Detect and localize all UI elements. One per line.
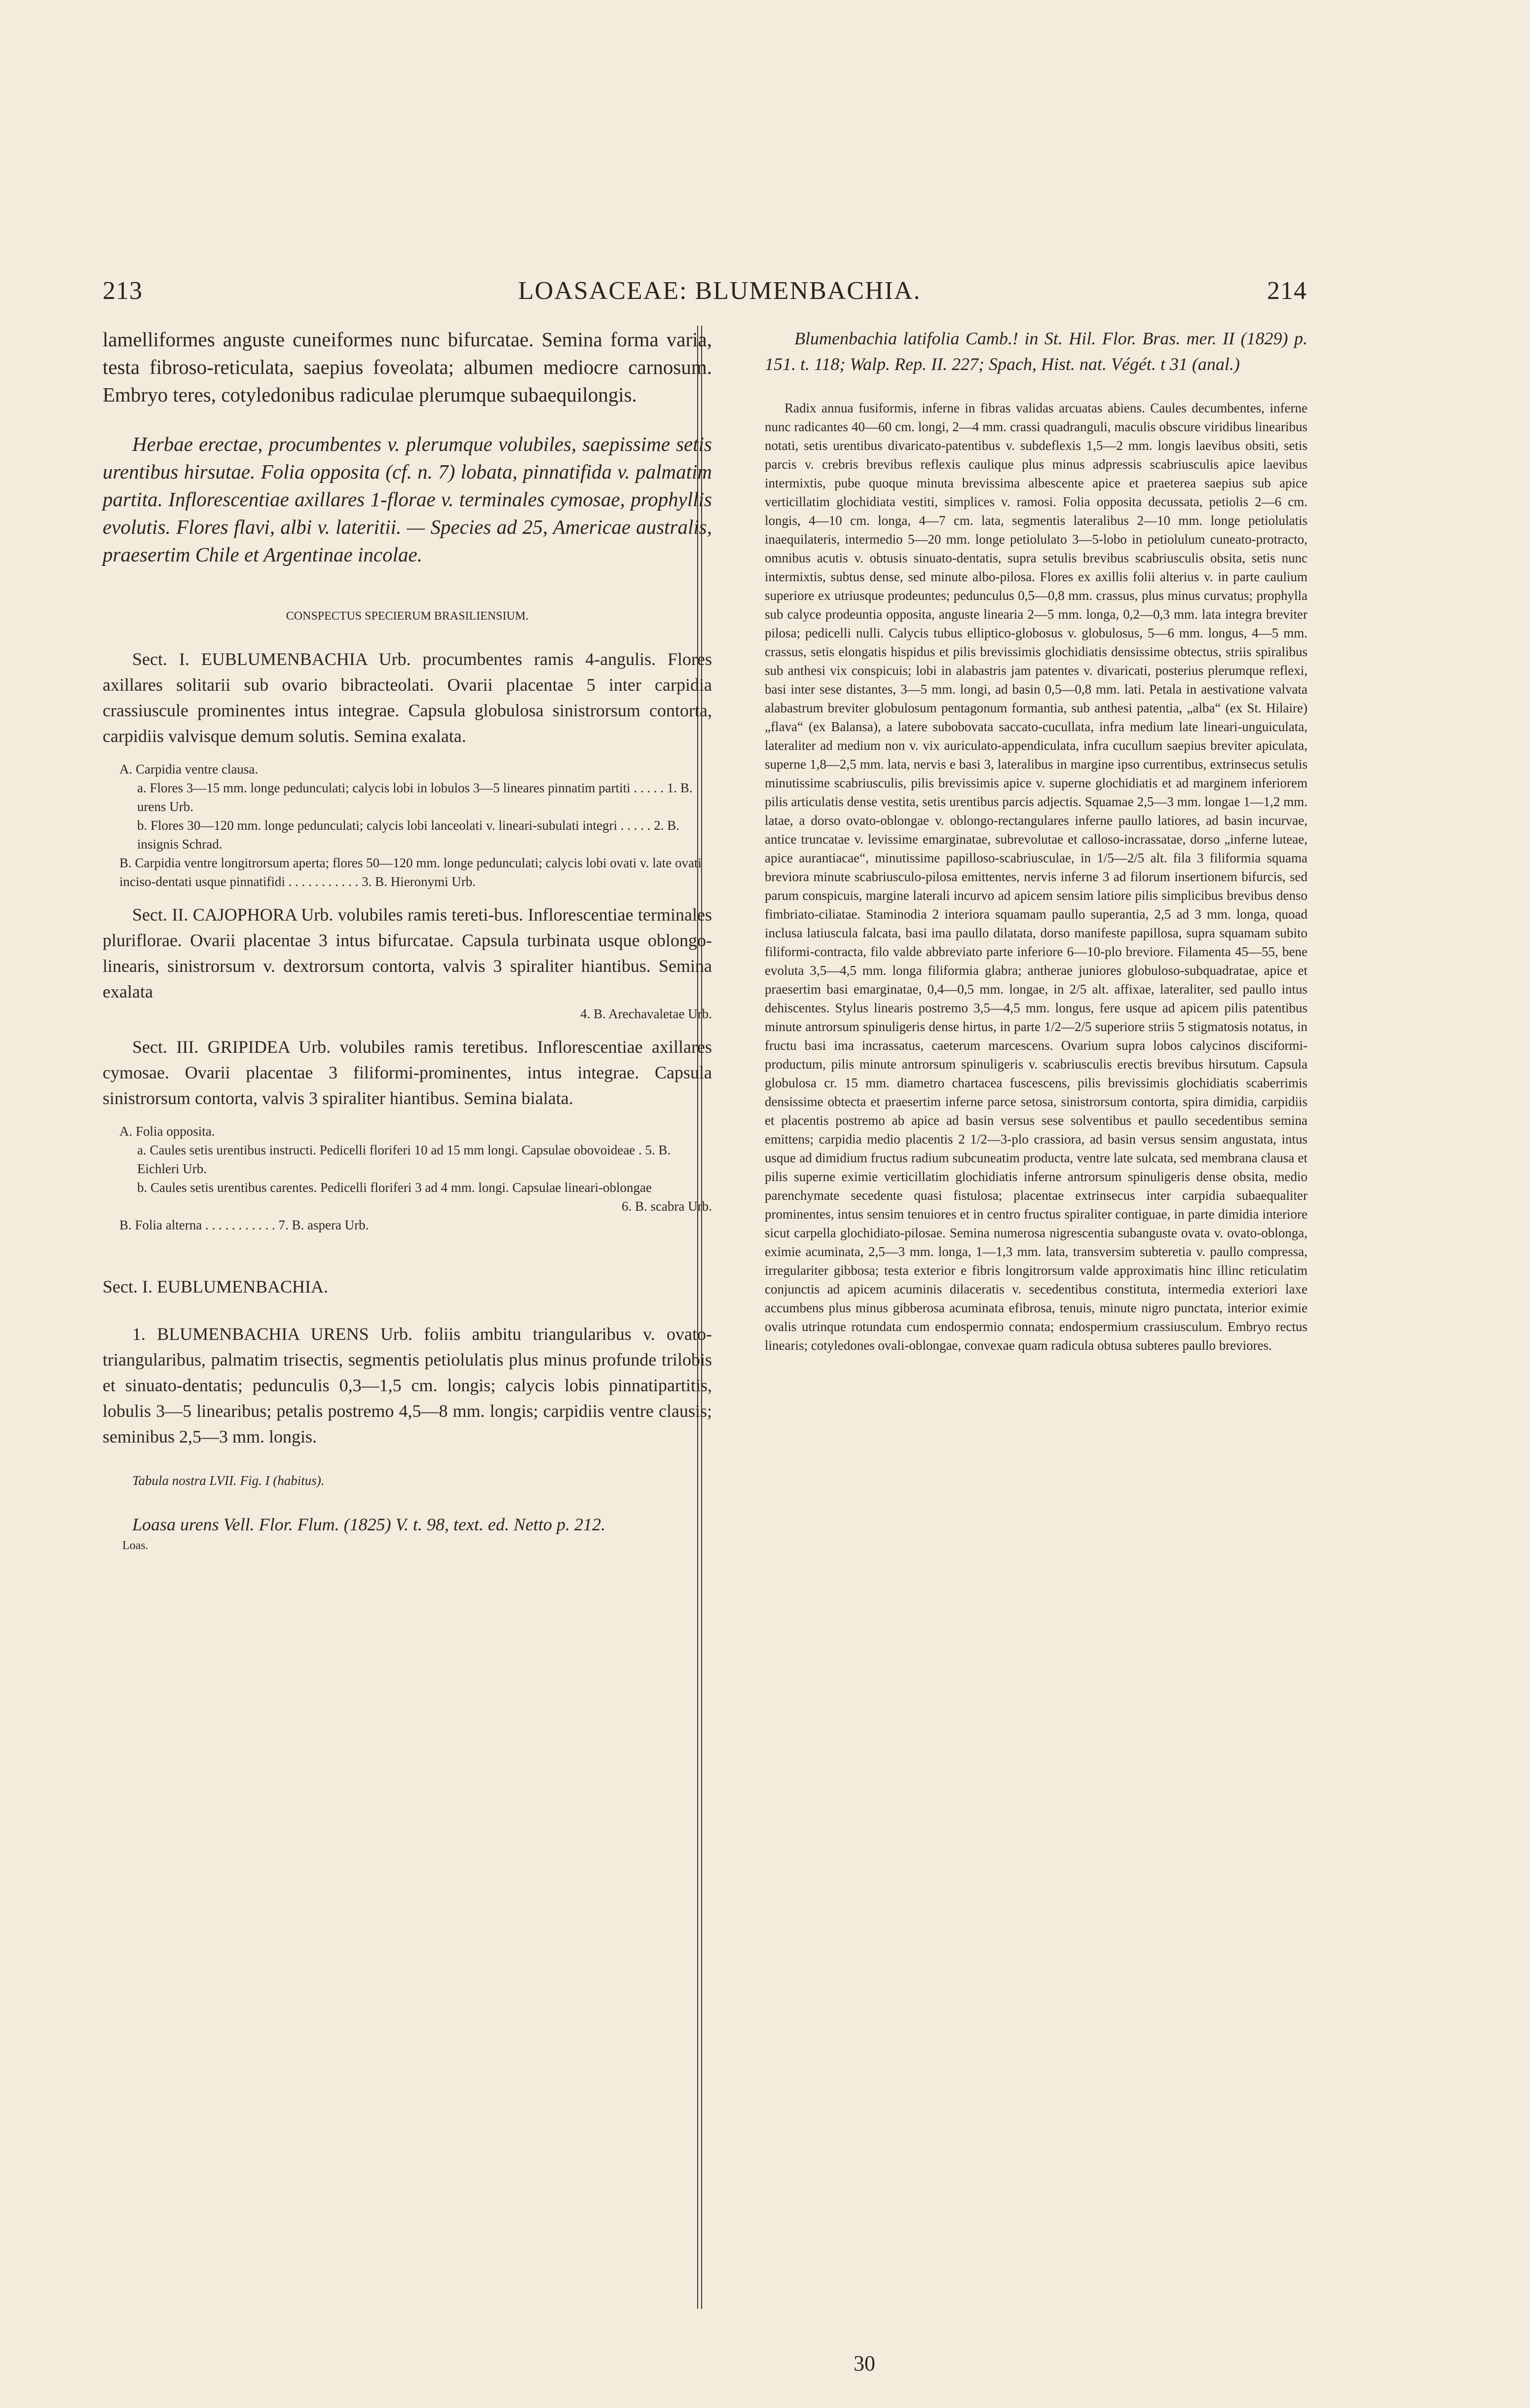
loasa-synonym: Loasa urens Vell. Flor. Flum. (1825) V. t. 98, text. ed. Netto p. 212. — [132, 1515, 605, 1534]
intro-paragraph: lamelliformes anguste cuneiformes nunc bifurcatae. Semina forma varia, testa fibroso-reticulata, saepius foveolata; albumen mediocre carnosum. Embryo teres, cotyledonibus radiculae plerumque subaequilongis. — [103, 328, 712, 406]
key3-a: A. Folia opposita. — [119, 1124, 215, 1139]
key3-species-5: a. Caules setis urentibus instructi. Pedicelli floriferi 10 ad 15 mm longi. Capsulae obovoideae . 5. B. Eichleri Urb. — [137, 1143, 671, 1176]
tabula-reference: Tabula nostra LVII. Fig. I (habitus). — [132, 1473, 325, 1488]
key1-species-2: b. Flores 30—120 mm. longe pedunculati; calycis lobi lanceolati v. lineari-subulati integri . . . . . 2. B. insignis Schrad. — [137, 818, 680, 852]
herbae-paragraph: Herbae erectae, procumbentes v. plerumque volubiles, saepissime setis urentibus hirsutae. Folia opposita (cf. n. 7) lobata, pinnatifida v. palmatim partita. Inflorescentiae axillares 1-florae v. terminales cymosae, prophyllis evolutis. Flores flavi, albi v. lateritii. — Species ad 25, Americae australis, praesertim Chile et Argentinae incolae. — [103, 433, 712, 566]
key1-species-3: B. Carpidia ventre longitrorsum aperta; flores 50—120 mm. longe pedunculati; calycis lobi ovati v. late ovati inciso-dentati usque pinnatifidi . . . . . . . . . . . 3. B. Hieronymi Urb. — [119, 855, 702, 889]
key3-b: b. Caules setis urentibus carentes. Pedicelli floriferi 3 ad 4 mm. longi. Capsulae lineari-oblongae — [137, 1180, 652, 1195]
page-number-right: 214 — [1267, 277, 1307, 305]
sect2-description: Sect. II. CAJOPHORA Urb. volubiles ramis tereti-bus. Inflorescentiae terminales pluriflorae. Ovarii placentae 3 intus bifurcatae. Capsula turbinata usque oblongo-linearis, sinistrorsum v. dextrorsum contorta, valvis 3 spiraliter hiantibus. Semina exalata — [103, 905, 712, 1001]
sect1-description: Sect. I. EUBLUMENBACHIA Urb. procumbentes ramis 4-angulis. Flores axillares solitarii sub ovario bibracteolati. Ovarii placentae 5 inter carpidia crassiuscule prominentes intus integrae. Capsula globulosa sinistrorsum contorta, carpidiis valvisque demum solutis. Semina exalata. — [103, 649, 712, 746]
key1-a: A. Carpidia ventre clausa. — [119, 762, 259, 777]
species1-description: 1. BLUMENBACHIA URENS Urb. foliis ambitu triangularibus v. ovato-triangularibus, palmatim trisectis, segmentis petiolulatis plus minus profunde trilobis et sinuato-dentatis; pedunculis 0,3—1,5 cm. longis; calycis lobis pinnatipartitis, lobulis 3—5 linearibus; petalis postremo 4,5—8 mm. longis; carpidiis ventre clausis; seminibus 2,5—3 mm. longis. — [103, 1324, 712, 1446]
sect1-heading: Sect. I. EUBLUMENBACHIA. — [103, 1277, 328, 1297]
key1-species-1: a. Flores 3—15 mm. longe pedunculati; calycis lobi in lobulos 3—5 lineares pinnatim partiti . . . . . 1. B. urens Urb. — [137, 780, 693, 814]
key3-species-7: B. Folia alterna . . . . . . . . . . . 7. B. aspera Urb. — [119, 1218, 369, 1232]
running-title: LOASACEAE: BLUMENBACHIA. — [518, 277, 921, 305]
sect3-description: Sect. III. GRIPIDEA Urb. volubiles ramis teretibus. Inflorescentiae axillares cymosae. Ovarii placentae 3 filiformi-prominentes, intus integrae. Capsula sinistrorsum contorta, valvis 3 spiraliter hiantibus. Semina bialata. — [103, 1037, 712, 1108]
loas-signature: Loas. — [122, 1539, 149, 1552]
key3-species-6: 6. B. scabra Urb. — [622, 1199, 712, 1214]
left-column — [103, 326, 712, 1554]
species-description: Radix annua fusiformis, inferne in fibras validas arcuatas abiens. Caules decumbentes, inferne nunc radicantes 40—60 cm. longi, 2—4 mm. crassi quadranguli, maculis obscure viridibus linearibus notati, setis urentibus divaricato-patentibus v. subdeflexis 1,5—2 mm. longis laevibus obsiti, setis parcis v. crebris brevibus reflexis caulique plus minus adpressis scabriusculis apice laevibus intermixtis, pube quoque minuta brevissima albescente apice et praeterea saepius sub apice verticillatim glochidiata vestiti, simplices v. ramosi. Folia opposita decussata, petiolis 2—6 cm. longis, 4—10 cm. longa, 4—7 cm. lata, segmentis lateralibus 2—10 mm. longe petiolulatis inaequilateris, intermedio 5—20 mm. longe petiolulato 3—5-lobo in petiolulum cuneato-protracto, omnibus acutis v. obtusis sinuato-dentatis, supra setulis brevibus scabriusculis obsita, setis nunc intermixtis, subtus dense, sed minute albo-pilosa. Flores ex axillis folii alterius v. in parte caulium superiore ex utriusque prodeuntes; pedunculus 0,5—0,8 mm. crassus, plus minus curvatus; prophylla sub calyce prodeuntia opposita, anguste linearia 2—5 mm. longa, 0,2—0,3 mm. lata integra breviter pilosa; pedicelli nulli. Calycis tubus elliptico-globosus v. globulosus, 5—6 mm. longus, 4—5 mm. crassus, setis elongatis hispidus et pilis brevissimis glochidiatis densissime obtectus, striis spiralibus sub anthesi vix conspicuis; lobi in alabastris jam patentes v. divaricati, posterius plerumque reflexi, basi inter sese distantes, 3—5 mm. longi, ad basin 0,5—0,8 mm. lati. Petala in aestivatione valvata alabastrum breviter globulosum pentagonum formantia, sub anthesi patentia, „alba“ (ex St. Hilaire) „flava“ (ex Balansa), a latere subobovata saccato-cucullata, infra medium late lineari-unguiculata, lateraliter ad medium non v. vix auriculato-appendiculata, infra cucullum saepius breviter apiculata, superne 1,8—2,5 mm. lata, nervis e basi 3, lateralibus in margine ipso currentibus, extrinsecus setulis minutissime scabriusculis, pilis brevissimis apice v. superne glochidiatis et ad marginem inferiorem pilis articulatis dense vestita, setis urentibus parcis adjectis. Squamae 2,5—3 mm. longae 1—1,2 mm. latae, a dorso ovato-oblongae v. oblongo-rectangulares inferne paullo latiores, ad basin incurvae, antice truncatae v. levissime emarginatae, subrevolutae et calloso-incrassatae, dorso „inferne luteae, apice aurantiacae“, minutissime papilloso-scabriusculae, in 1/5—2/5 alt. fila 3 filiformia squama breviora minute scabriusculo-pilosa emittentes, nervis inferne 3 ad filorum insertionem bifurcis, sed parum conspicuis, margine laterali incurvo ad apicem sensim latiore pilis simplicibus brevibus denso fimbriato-ciliatae. Staminodia 2 interiora squamam paullo superantia, 2,5 ad 3 mm. longa, quoad inclusa latiuscula falcata, basi ima paullo dilatata, dorso manifeste papillosa, supra squamam subito filiformi-contracta, filo valde abbreviato parte inferiore 6—10-plo breviore. Filamenta 45—55, bene evoluta 3,5—4,5 mm. longa filiformia glabra; antherae juniores globuloso-subquadratae, apice et praesertim basi emarginatae, 0,4—0,5 mm. longae, in 2/5 alt. affixae, lateraliter, sed paullo intus dehiscentes. Stylus linearis postremo 3,5—4,5 mm. longus, fere usque ad apicem pilis patentibus minute antrorsum spinuligeris dense hirtus, in parte 1/2—2/5 superiore striis 5 stigmatosis notatus, in fructu basi ima incrassatus, caeterum marcescens. Ovarium supra lobos calycinos disciformi-productum, pilis minute antrorsum spinuligeris v. scabriusculis erectis brevibus hirsutum. Capsula globulosa cr. 15 mm. diametro chartacea fuscescens, pilis brevissimis glochidiatis scaberrimis densissime obtecta et praesertim inferne parce setosa, sinistrorsum contorta, spira dimidia, carpidiis et placentis postremo ab apice ad basin versus sese solventibus et paullo secedentibus semina emittens; carpidia medio placentis 2 1/2—3-plo crassiora, ad basin versus sensim angustata, intus usque ad dimidium fructus radium subcuneatim producta, ventre late sulcata, sed membrana clausa et pilis superne eximie verticillatim glochidiatis inferne antrorsum spinuligeris dense obsita, medio parenchymate secedente quasi fistulosa; placentae extrinsecus inter carpidia subaequaliter prominentes, intus sensim tenuiores et in centro fructus spiraliter contiguae, in parte dimidia interiore sicut carpella glochidiato-pilosae. Semina numerosa nigrescentia subanguste ovata v. ovato-oblonga, eximie acuminata, 2,5—3 mm. longa, 1—1,3 mm. lata, transversim subteretia v. paullo compressa, irregulariter gibbosa; testa exterior e fibris longitrorsum valde approximatis hinc illinc reticulatim conjunctis ad apicem acuminis dilaceratis v. secedentibus constituta, intermedia exteriori laxe accumbens plus minus gibberosa acuminata efibrosa, tenuis, minute nigro punctata, interior eximie ovalis utrinque rotundata cum endospermio connata; endospermium crassiusculum. Embryo rectus linearis; cotyledones ovali-oblongae, convexae quam radicula obtusa subteres paullo breviores. — [765, 401, 1307, 1353]
right-column — [765, 326, 1307, 1355]
page-number-left: 213 — [103, 277, 143, 305]
signature-mark: 30 — [854, 2351, 875, 2375]
synonym-paragraph: Blumenbachia latifolia Camb.! in St. Hil. Flor. Bras. mer. II (1829) p. 151. t. 118; Walp. Rep. II. 227; Spach, Hist. nat. Végét. t 31 (anal.) — [765, 329, 1307, 374]
conspectus-heading: CONSPECTUS SPECIERUM BRASILIENSIUM. — [286, 610, 529, 623]
sect2-species: 4. B. Arechavaletae Urb. — [580, 1006, 712, 1021]
